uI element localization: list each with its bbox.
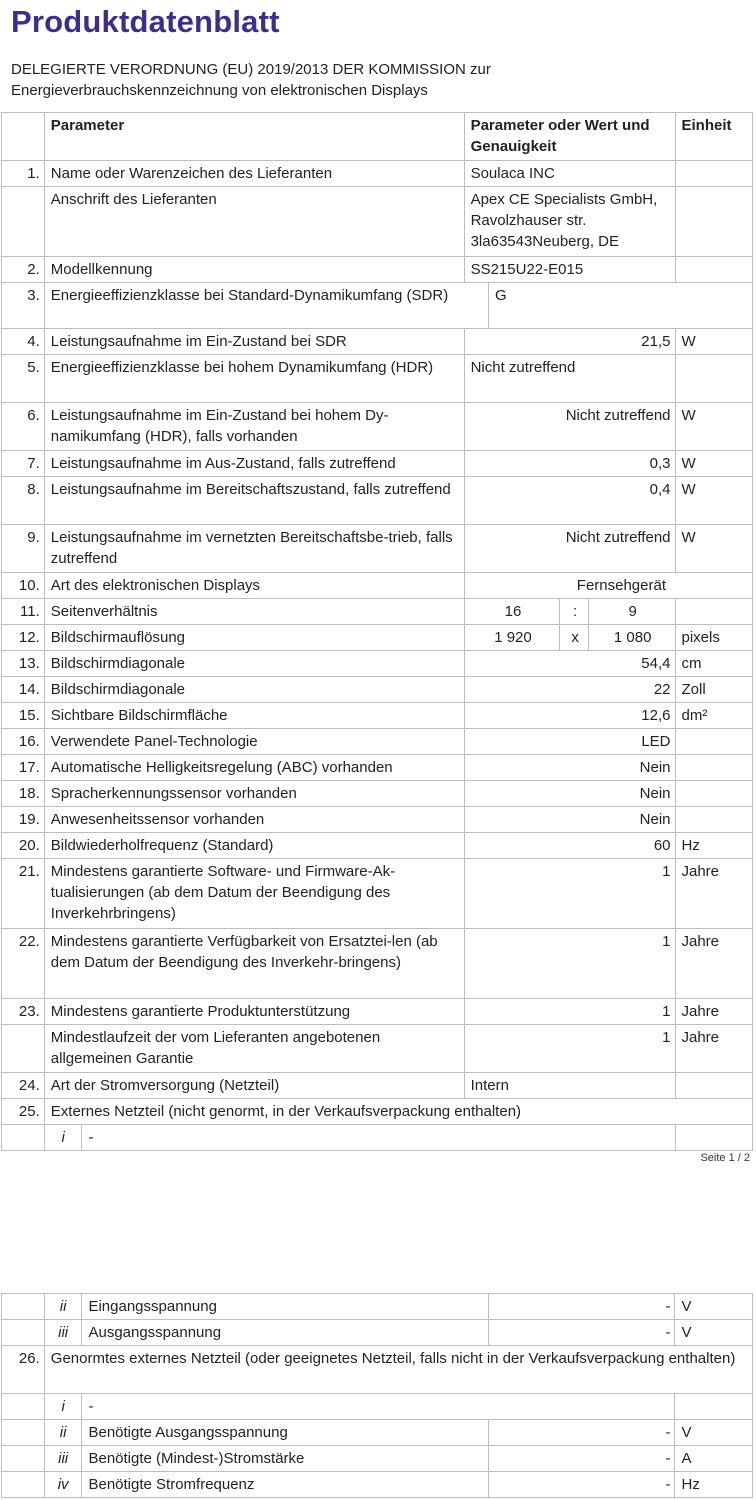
table-row [2,1472,753,1498]
aspect-separator: : [560,599,589,625]
table-row [2,1346,753,1394]
table-row [2,1446,753,1472]
row-unit: dm² [675,703,753,729]
row-unit [675,599,753,625]
table-row [2,1394,753,1420]
row-parameter: Spracherkennungssensor vorhanden [44,781,464,807]
table-row [2,729,753,755]
row-value: Nein [464,807,675,833]
row-unit: W [675,451,753,477]
row-value: G [489,283,753,329]
row-value: Nicht zutreffend [464,525,675,573]
row-number [2,1446,45,1472]
row-value: Apex CE Specialists GmbH, Ravolzhauser str. 3la63543Neuberg, DE [464,187,675,257]
row-value: 1 [464,1025,675,1073]
row-parameter: Leistungsaufnahme im Bereitschaftszustand, falls zutreffend [44,477,464,525]
row-number: 17. [2,755,45,781]
row-parameter: Mindestens garantierte Produktunterstützung [44,999,464,1025]
row-parameter: Leistungsaufnahme im Aus-Zustand, falls zutreffend [44,451,464,477]
row-unit: cm [675,651,753,677]
row-parameter: Mindestlaufzeit der vom Lieferanten angebotenen allgemeinen Garantie [44,1025,464,1073]
row-value: LED [464,729,675,755]
row-unit [675,1073,753,1099]
row-unit: Hz [675,1472,753,1498]
table-row [2,599,753,625]
row-unit: Jahre [675,929,753,999]
table-row [2,403,753,451]
row-unit [675,1125,753,1151]
table-row [2,1420,753,1446]
row-number: 23. [2,999,45,1025]
row-unit: W [675,477,753,525]
row-number: 26. [2,1346,45,1394]
row-unit [675,755,753,781]
table-row [2,187,753,257]
row-unit: Hz [675,833,753,859]
row-unit: W [675,403,753,451]
table-row [2,1073,753,1099]
table-row [2,651,753,677]
table-row [2,257,753,283]
row-unit [675,355,753,403]
resolution-separator: x [560,625,589,651]
resolution-width-value: 1 920 [464,625,560,651]
table-row [2,1025,753,1073]
row-parameter: Benötigte Stromfrequenz [82,1472,489,1498]
table-row [2,1099,753,1125]
page-number: Seite 1 / 2 [700,1152,750,1164]
row-parameter: - [82,1394,675,1420]
table-row [2,355,753,403]
sub-item-marker: iii [44,1446,82,1472]
row-unit [675,729,753,755]
row-parameter: Leistungsaufnahme im Ein-Zustand bei hohem Dy-namikumfang (HDR), falls vorhanden [44,403,464,451]
row-number: 1. [2,161,45,187]
row-value: 21,5 [464,329,675,355]
row-number: 11. [2,599,45,625]
row-value: 1 [464,859,675,929]
table-row [2,781,753,807]
header-nr-cell [2,113,45,161]
row-parameter: Art des elektronischen Displays [44,573,464,599]
header-value: Parameter oder Wert und Genauigkeit [464,113,675,161]
subtitle-line-1: DELEGIERTE VERORDNUNG (EU) 2019/2013 DER KOMMISSION zur [11,61,491,78]
row-parameter: Anwesenheitssensor vorhanden [44,807,464,833]
row-value: Nein [464,755,675,781]
row-unit: W [675,329,753,355]
sub-item-marker: i [44,1394,82,1420]
row-parameter: Benötigte Ausgangsspannung [82,1420,489,1446]
row-unit [675,187,753,257]
row-unit: V [675,1294,753,1320]
row-parameter: Mindestens garantierte Software- und Firmware-Ak-tualisierungen (ab dem Datum der Beendigung des Inverkehrbringens) [44,859,464,929]
table-row [2,755,753,781]
row-parameter: Energieeffizienzklasse bei Standard-Dynamikumfang (SDR) [44,283,488,329]
row-number: 14. [2,677,45,703]
table-row [2,329,753,355]
row-parameter: Bildschirmdiagonale [44,677,464,703]
row-number: 18. [2,781,45,807]
row-number: 7. [2,451,45,477]
row-value: - [489,1320,675,1346]
row-number: 19. [2,807,45,833]
row-number: 8. [2,477,45,525]
row-parameter: - [82,1125,675,1151]
table-row [2,451,753,477]
table-row [2,1125,753,1151]
aspect-height-value: 9 [588,599,675,625]
table-row [2,929,753,999]
row-value: - [489,1472,675,1498]
table-row [2,161,753,187]
header-parameter: Parameter [44,113,464,161]
row-value: 22 [464,677,675,703]
row-parameter: Externes Netzteil (nicht genormt, in der Verkaufsverpackung enthalten) [44,1099,752,1125]
table-header-row [2,113,753,161]
row-value: 60 [464,833,675,859]
table-row [2,283,753,329]
row-number: 21. [2,859,45,929]
row-value: - [489,1446,675,1472]
row-number: 6. [2,403,45,451]
row-parameter: Seitenverhältnis [44,599,464,625]
table-row [2,1294,753,1320]
row-parameter: Bildwiederholfrequenz (Standard) [44,833,464,859]
row-parameter: Art der Stromversorgung (Netzteil) [44,1073,464,1099]
subtitle-line-2: Energieverbrauchskennzeichnung von elektronischen Displays [11,82,428,99]
row-parameter: Bildschirmdiagonale [44,651,464,677]
regulation-subtitle [11,59,741,101]
row-value: 54,4 [464,651,675,677]
row-value: Intern [464,1073,675,1099]
row-parameter: Benötigte (Mindest-)Stromstärke [82,1446,489,1472]
table-row [2,477,753,525]
row-number [2,1025,45,1073]
row-number: 15. [2,703,45,729]
row-value: - [489,1420,675,1446]
row-parameter: Energieeffizienzklasse bei hohem Dynamikumfang (HDR) [44,355,464,403]
row-number: 22. [2,929,45,999]
row-parameter: Bildschirmauflösung [44,625,464,651]
row-parameter: Mindestens garantierte Verfügbarkeit von Ersatztei-len (ab dem Datum der Beendigung des Inverkehr-bringens) [44,929,464,999]
table-row [2,677,753,703]
row-unit: Jahre [675,999,753,1025]
row-number [2,187,45,257]
row-value: Nicht zutreffend [464,355,675,403]
table-row [2,859,753,929]
table-row [2,807,753,833]
sub-item-marker: iii [44,1320,82,1346]
row-value: 12,6 [464,703,675,729]
table-row [2,573,753,599]
table-row [2,703,753,729]
row-value: Nein [464,781,675,807]
row-value: 1 [464,929,675,999]
row-unit: A [675,1446,753,1472]
row-number: 24. [2,1073,45,1099]
table-row [2,833,753,859]
row-unit: Jahre [675,859,753,929]
row-number: 3. [2,283,45,329]
row-number [2,1125,45,1151]
row-parameter: Modellkennung [44,257,464,283]
sub-item-marker: ii [44,1294,82,1320]
row-number [2,1320,45,1346]
row-value: - [489,1294,675,1320]
row-parameter: Verwendete Panel-Technologie [44,729,464,755]
row-value: 1 [464,999,675,1025]
row-parameter: Genormtes externes Netzteil (oder geeignetes Netzteil, falls nicht in der Verkaufsverpackung enthalten) [44,1346,752,1394]
row-unit [675,1394,753,1420]
row-number: 2. [2,257,45,283]
product-data-table [1,112,753,1151]
row-number [2,1420,45,1446]
row-unit: W [675,525,753,573]
row-value: 0,3 [464,451,675,477]
row-number: 12. [2,625,45,651]
row-parameter: Leistungsaufnahme im Ein-Zustand bei SDR [44,329,464,355]
row-value: 0,4 [464,477,675,525]
row-parameter: Leistungsaufnahme im vernetzten Bereitschaftsbe-trieb, falls zutreffend [44,525,464,573]
row-parameter: Sichtbare Bildschirmfläche [44,703,464,729]
row-number: 20. [2,833,45,859]
table-row [2,1320,753,1346]
table-row [2,999,753,1025]
row-number: 4. [2,329,45,355]
sub-item-marker: iv [44,1472,82,1498]
table-row [2,525,753,573]
row-parameter: Name oder Warenzeichen des Lieferanten [44,161,464,187]
row-unit [675,807,753,833]
row-value: Soulaca INC [464,161,675,187]
row-number [2,1394,45,1420]
row-parameter: Eingangsspannung [82,1294,489,1320]
row-value: Nicht zutreffend [464,403,675,451]
page-title: Produktdatenblatt [11,4,280,39]
row-value: SS215U22-E015 [464,257,675,283]
aspect-width-value: 16 [464,599,560,625]
row-parameter: Ausgangsspannung [82,1320,489,1346]
row-number: 13. [2,651,45,677]
row-unit: Zoll [675,677,753,703]
row-number [2,1472,45,1498]
table-row [2,625,753,651]
resolution-height-value: 1 080 [588,625,675,651]
row-unit [675,257,753,283]
row-number: 25. [2,1099,45,1125]
row-unit: V [675,1320,753,1346]
sub-item-marker: ii [44,1420,82,1446]
row-number: 16. [2,729,45,755]
row-number: 9. [2,525,45,573]
row-number [2,1294,45,1320]
row-unit: pixels [675,625,753,651]
header-unit: Einheit [675,113,753,161]
row-unit [675,161,753,187]
row-unit [675,781,753,807]
row-number: 10. [2,573,45,599]
row-value: Fernsehgerät [464,573,752,599]
row-parameter: Automatische Helligkeitsregelung (ABC) vorhanden [44,755,464,781]
row-parameter: Anschrift des Lieferanten [44,187,464,257]
row-number: 5. [2,355,45,403]
sub-item-marker: i [44,1125,82,1151]
row-unit: Jahre [675,1025,753,1073]
product-data-table-continued [1,1293,753,1498]
row-unit: V [675,1420,753,1446]
